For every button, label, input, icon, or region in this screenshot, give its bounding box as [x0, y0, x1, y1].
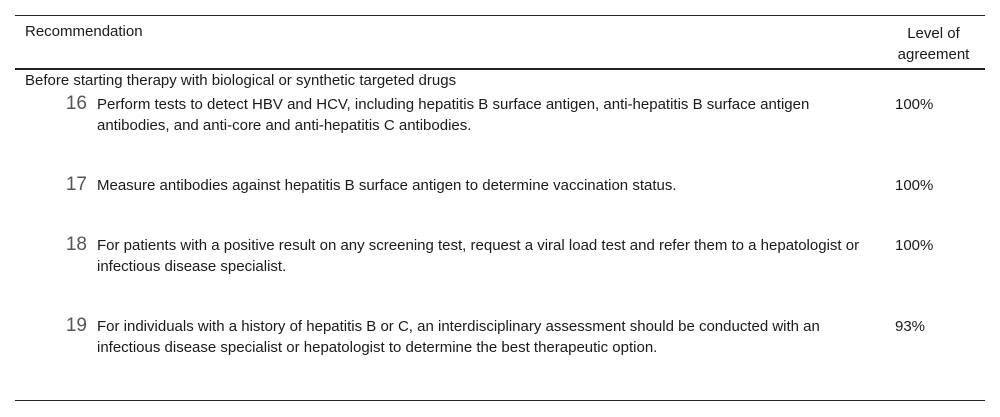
agreement-value: 93%: [895, 318, 926, 335]
table-top-rule: [15, 15, 985, 16]
recommendation-number: 17: [65, 174, 87, 195]
agreement-value: 100%: [895, 237, 934, 254]
section-title: Before starting therapy with biological or synthetic targeted drugs: [25, 72, 457, 89]
header-divider-rule: [15, 68, 985, 70]
recommendation-text: For patients with a positive result on any screening test, request a viral load test and refer them to a hepatologist or infectious disease specialist.: [97, 237, 860, 275]
recommendation-number: 19: [65, 315, 87, 336]
recommendation-text: For individuals with a history of hepatitis B or C, an interdisciplinary assessment should be conducted with an infectious disease specialist or hepatologist to determine the best therapeutic option.: [97, 318, 820, 356]
column-header-agreement: [880, 23, 987, 65]
column-header-agreement-line2: agreement: [897, 46, 970, 63]
table-bottom-rule: [15, 400, 985, 401]
recommendation-text: Measure antibodies against hepatitis B surface antigen to determine vaccination status.: [97, 177, 677, 194]
agreement-value: 100%: [895, 96, 934, 113]
recommendation-number: 18: [65, 234, 87, 255]
column-header-recommendation: Recommendation: [25, 23, 143, 40]
agreement-value: 100%: [895, 177, 934, 194]
recommendation-text: Perform tests to detect HBV and HCV, including hepatitis B surface antigen, anti-hepatitis B surface antigen antibodies, and anti-core and anti-hepatitis C antibodies.: [97, 96, 810, 134]
column-header-agreement-line1: Level of: [907, 25, 960, 42]
recommendation-number: 16: [65, 93, 87, 114]
